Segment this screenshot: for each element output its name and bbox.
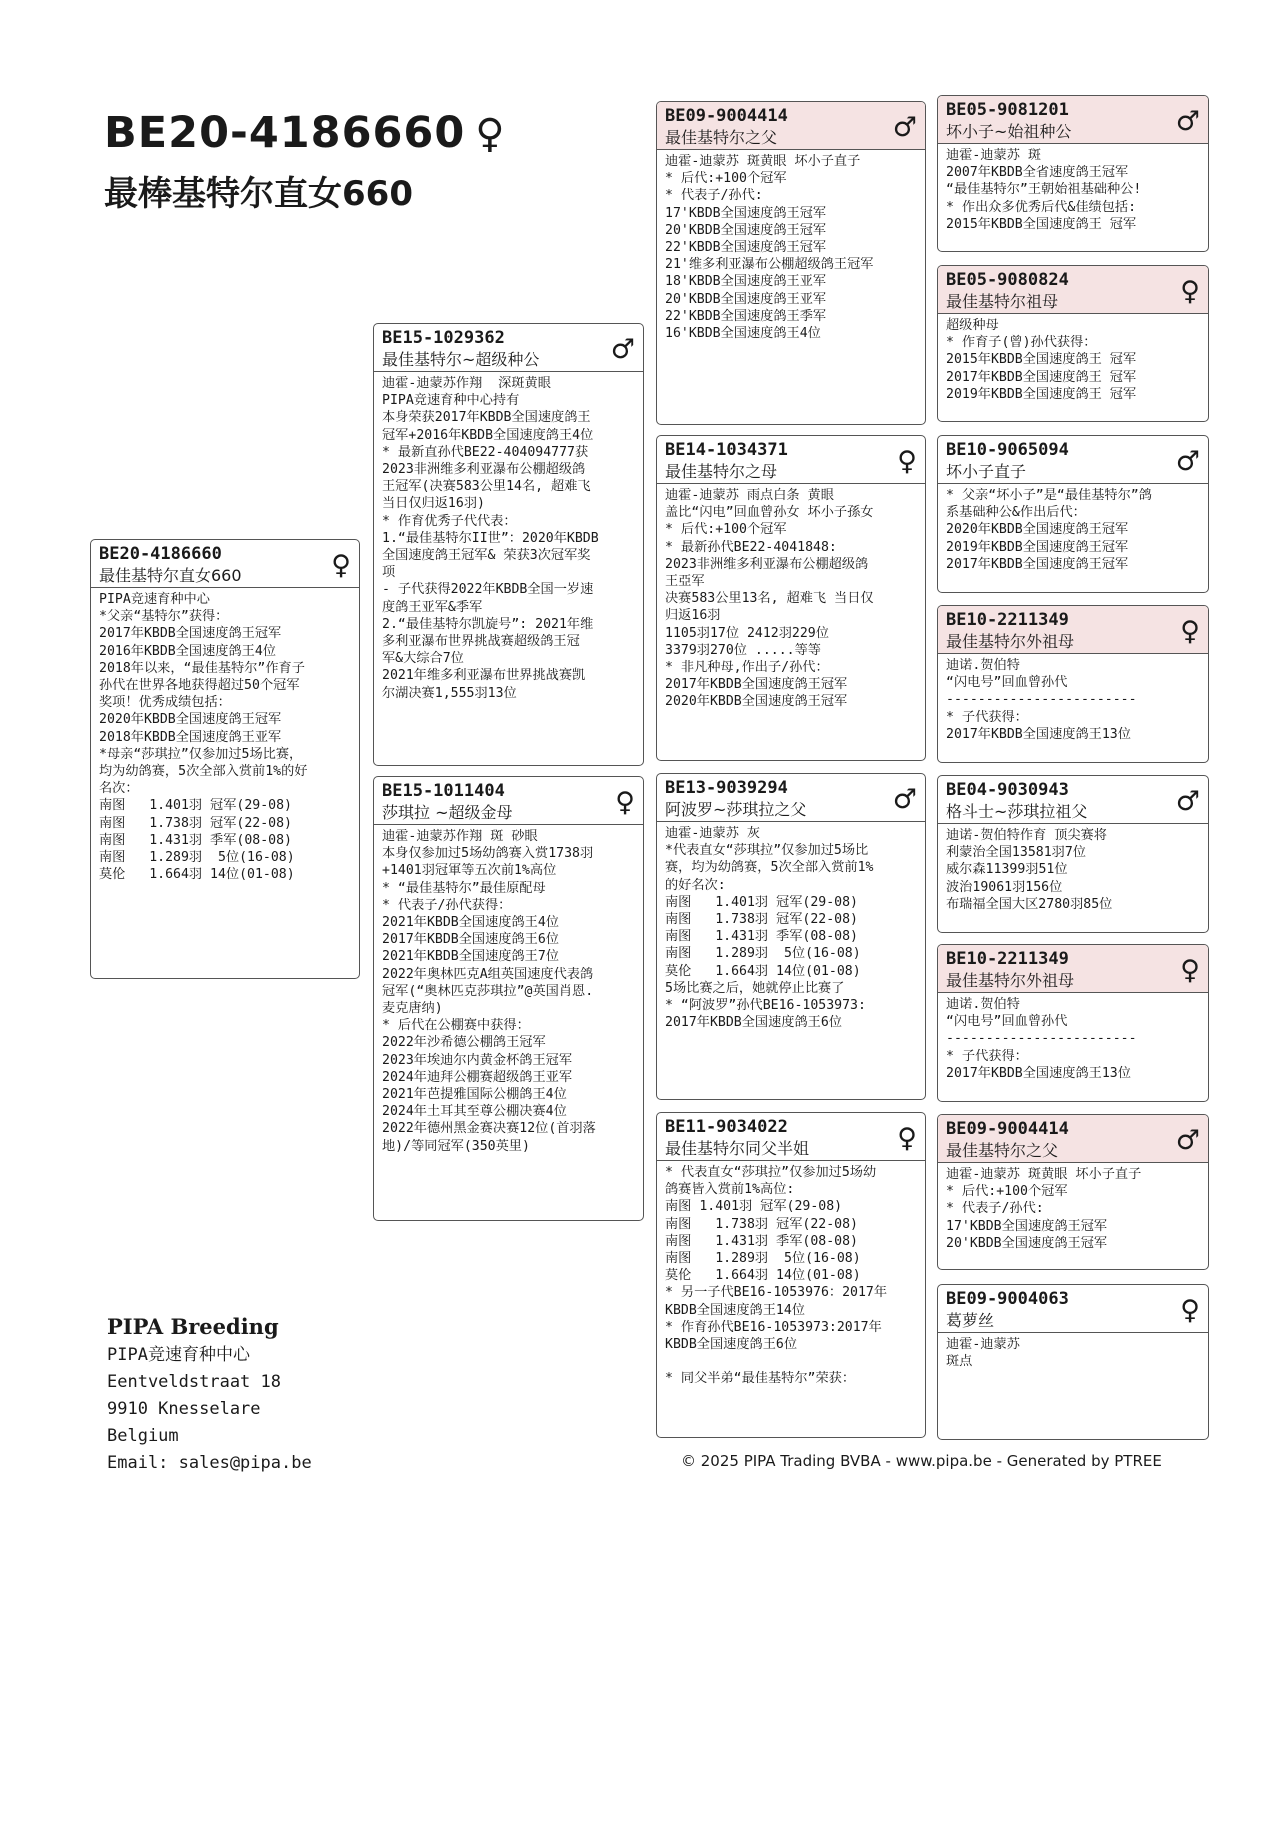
card-note-line: 2017年KBDB全国速度鸽王 冠军 [946,369,1137,385]
card-note-line: 均为幼鸽赛，5次全部入赏前1%的好 [99,764,308,780]
card-header [938,436,1208,484]
card-note-line: 迪诺-贺伯特作育 顶尖赛将 [946,828,1107,843]
card-note-line: KBDB全国速度鸽王6位 [665,1337,798,1353]
card-note-line: 军&大综合7位 [382,651,464,667]
male-icon: ♂ [610,334,635,365]
card-note-line: 2017年KBDB全国速度鸽王6位 [382,932,559,948]
card-note-line: *母亲“莎琪拉”仅参加过5场比赛， [99,746,303,762]
card-note-line: 本身仅参加过5场幼鸽赛入赏1738羽 [382,846,594,862]
card-notes [374,825,643,1158]
card-note-line: 2017年KBDB全国速度鸽王冠军 [99,626,282,642]
card-note-line: 孙代在世界各地获得超过50个冠军 [99,678,300,694]
card-note-line: 南图 1.738羽 冠军(22-08) [665,1216,858,1232]
male-icon: ♂ [892,112,917,143]
card-bird-name: 最佳基特尔直女660 [99,566,242,585]
card-note-line: 3379羽270位 .....等等 [665,642,821,658]
breeder-contact-line: Email: sales@pipa.be [107,1453,312,1473]
card-note-line: * 最新直孙代BE22-404094777获 [382,444,589,460]
card-sdd [937,605,1209,763]
card-dsd [937,944,1209,1102]
card-note-line: * 后代:+100个冠军 [665,171,787,187]
card-note-line: 2020年KBDB全国速度鸽王冠军 [665,694,848,710]
card-note-line: * “阿波罗”孙代BE16-1053973: [665,998,866,1014]
card-note-line: 超级种母 [946,318,999,333]
card-note-line: 2024年迪拜公棚赛超级鸽王亚军 [382,1069,573,1085]
card-notes [91,588,359,886]
breeder-contact-line: Belgium [107,1426,179,1446]
card-note-line: * 另一子代BE16-1053976：2017年 [665,1285,888,1301]
card-note-line: 迪霍-迪蒙苏 [946,1337,1020,1352]
card-note-line: * 同父半弟“最佳基特尔”荣获： [665,1371,856,1387]
card-note-line: 度鸽王亚军&季军 [382,599,483,615]
card-note-line: 南图 1.431羽 季军(08-08) [665,1233,858,1249]
card-bird-name: 最佳基特尔外祖母 [946,632,1075,651]
card-note-line: 2022年奥林匹克A组英国速度代表鸽 [382,966,594,982]
card-note-line: 1.“最佳基特尔II世”：2020年KBDB [382,530,599,546]
card-note-line: 2015年KBDB全国速度鸽王 冠军 [946,352,1137,368]
card-ring-number: BE13-9039294 [665,778,788,798]
card-note-line: * 后代:+100个冠军 [665,522,787,538]
card-note-line: * 子代获得： [946,1048,1028,1064]
card-note-line: 奖项！优秀成绩包括： [99,695,231,711]
card-note-line: 16'KBDB全国速度鸽王4位 [665,326,821,342]
card-note-line: 2021年维多利亚瀑布世界挑战赛凯 [382,668,586,684]
card-note-line: 2017年KBDB全国速度鸽王13位 [946,1065,1131,1081]
card-note-line: 威尔森11399羽51位 [946,862,1068,878]
card-ring-number: BE05-9081201 [946,100,1069,120]
card-note-line: 2.“最佳基特尔凯旋号”: 2021年维 [382,616,594,632]
male-icon: ♂ [1175,446,1200,477]
card-note-line: 2021年KBDB全国速度鸽王7位 [382,949,559,965]
card-header [938,96,1208,144]
card-note-line: * 父亲“坏小子”是“最佳基特尔”鸽 [946,488,1152,503]
card-notes [938,654,1208,746]
card-bird-name: 阿波罗~莎琪拉之父 [665,800,807,819]
card-note-line: 迪霍-迪蒙苏 灰 [665,826,761,841]
card-header [938,1285,1208,1333]
card-header [938,776,1208,824]
card-bird-name: 坏小子直子 [946,462,1027,481]
card-note-line: 地)/等同冠军(350英里) [382,1138,530,1154]
card-notes [938,1333,1208,1373]
card-note-line: 20'KBDB全国速度鸽王亚军 [665,291,827,307]
card-note-line: 2019年KBDB全国速度鸽王冠军 [946,539,1129,555]
card-dds [937,1114,1209,1270]
card-note-line: * 代表子/孙代获得： [382,897,512,913]
card-note-line: 2019年KBDB全国速度鸽王 冠军 [946,386,1137,402]
card-note-line: 南图 1.431羽 季军(08-08) [99,832,292,848]
card-note-line: *代表直女“莎琪拉”仅参加过5场比 [665,843,869,859]
card-note-line: 莫伦 1.664羽 14位(01-08) [665,963,861,979]
card-bird-name: 最佳基特尔之父 [665,128,778,147]
female-icon: ♀ [615,787,635,818]
card-note-line: 2018年KBDB全国速度鸽王亚军 [99,729,282,745]
female-icon: ♀ [1180,616,1200,647]
card-notes [657,1161,925,1391]
card-note-line: 20'KBDB全国速度鸽王冠军 [665,222,827,238]
card-note-line: 2021年KBDB全国速度鸽王4位 [382,915,559,931]
card-note-line: 2017年KBDB全国速度鸽王冠军 [946,556,1129,572]
card-ring-number: BE10-2211349 [946,610,1069,630]
card-header [938,606,1208,654]
female-icon: ♀ [897,446,917,477]
card-note-line: 莫伦 1.664羽 14位(01-08) [99,867,295,883]
card-header [91,540,359,588]
card-sire [373,323,644,766]
card-ring-number: BE15-1029362 [382,328,505,348]
card-note-line: 王亞军 [665,574,705,590]
card-note-line: 18'KBDB全国速度鸽王亚军 [665,274,827,290]
card-note-line: * 后代:+100个冠军 [946,1184,1068,1200]
breeder-contact-line: PIPA竞速育种中心 [107,1345,250,1365]
card-header [657,102,925,150]
card-note-line: 布瑞福全国大区2780羽85位 [946,896,1113,912]
card-note-line: 盖比“闪电”回血曾孙女 坏小子孫女 [665,505,874,521]
card-note-line: 的好名次: [665,877,726,893]
card-note-line: * 作育优秀子代代表： [382,513,517,529]
card-header [657,436,925,484]
card-dam-dam [656,1112,926,1438]
female-icon: ♀ [897,1123,917,1154]
female-icon: ♀ [1180,955,1200,986]
card-note-line: 2017年KBDB全国速度鸽王冠军 [665,677,848,693]
card-bird-name: 最佳基特尔祖母 [946,292,1059,311]
card-bird-name: 最佳基特尔之母 [665,462,778,481]
card-note-line: 迪霍-迪蒙苏 斑黄眼 坏小子直子 [946,1167,1142,1182]
card-note-line: 2022年德州黑金赛决赛12位(首羽落 [382,1121,596,1137]
card-note-line: * 代表直女“莎琪拉”仅参加过5场幼 [665,1165,877,1180]
card-note-line: 迪霍-迪蒙苏作翔 斑 砂眼 [382,829,538,844]
card-bird-name: 最佳基特尔之父 [946,1141,1059,1160]
card-note-line: 22'KBDB全国速度鸽王冠军 [665,240,827,256]
card-ring-number: BE20-4186660 [99,544,222,564]
card-note-line: 决赛583公里13名, 超难飞 当日仅 [665,591,874,607]
card-note-line: * 代表子/孙代: [665,188,763,204]
card-note-line: +1401羽冠軍等五次前1%高位 [382,863,557,879]
card-note-line: 2015年KBDB全国速度鸽王 冠军 [946,216,1137,232]
card-note-line: 2023非洲维多利亚瀑布公棚超级鸽 [382,462,586,478]
card-note-line: 南图 1.431羽 季军(08-08) [665,929,858,945]
breeder-brand: PIPA Breeding [107,1314,279,1339]
male-icon: ♂ [1175,106,1200,137]
card-notes [657,150,925,345]
card-note-line: 项 [382,565,396,581]
card-note-line: 2023年埃迪尔内黄金杯鸽王冠军 [382,1052,573,1068]
card-header [374,324,643,372]
card-note-line: 赛，均为幼鸽赛，5次全部入赏前1% [665,860,874,876]
card-note-line: 1105羽17位 2412羽229位 [665,625,829,641]
card-note-line: 本身荣获2017年KBDB全国速度鸽王 [382,410,591,426]
breeder-contact-line: 9910 Knesselare [107,1399,261,1419]
card-ring-number: BE14-1034371 [665,440,788,460]
card-header [938,1115,1208,1163]
card-note-line [665,1353,917,1370]
card-note-line: 波治19061羽156位 [946,879,1063,895]
female-icon: ♀ [475,111,505,157]
card-bird-name: 最佳基特尔~超级种公 [382,350,540,369]
female-icon: ♀ [331,550,351,581]
card-note-line: 2021年芭提雅国际公棚鸽王4位 [382,1087,567,1103]
pedigree-ring-number: BE20-4186660 ♀ [104,108,505,158]
card-note-line: 尔湖决赛1,555羽13位 [382,685,517,701]
female-icon: ♀ [1180,276,1200,307]
card-bird-name: 莎琪拉 ~超级金母 [382,803,513,822]
card-note-line: 17'KBDB全国速度鸽王冠军 [665,205,827,221]
card-sds [937,435,1209,593]
card-dss [937,775,1209,933]
card-ring-number: BE11-9034022 [665,1117,788,1137]
card-note-line: 2016年KBDB全国速度鸽王4位 [99,643,276,659]
card-note-line: 2023非洲维多利亚瀑布公棚超级鸽 [665,556,869,572]
card-note-line: 2022年沙希德公棚鸽王冠军 [382,1035,546,1051]
card-note-line: 21'维多利亚瀑布公棚超级鸽王冠军 [665,257,874,273]
card-note-line: *父亲“基特尔”获得： [99,609,229,625]
card-note-line: * 最新孙代BE22-4041848: [665,539,837,555]
card-note-line: 南图 1.401羽 冠军(29-08) [665,894,858,910]
breeder-contact [107,1312,312,1477]
card-note-line: 归返16羽 [665,608,721,624]
card-note-line: 2017年KBDB全国速度鸽王6位 [665,1015,842,1031]
card-subject [90,539,360,979]
card-ring-number: BE09-9004063 [946,1289,1069,1309]
card-note-line: “闪电号”回血曾孙代 [946,675,1068,691]
card-note-line: 冠军+2016年KBDB全国速度鸽王4位 [382,427,594,443]
card-header [657,774,925,822]
card-ring-number: BE09-9004414 [665,106,788,126]
card-note-line: - 子代获得2022年KBDB全国一岁速 [382,582,594,598]
breeder-contact-line: Eentveldstraat 18 [107,1372,281,1392]
card-note-line: 南图 1.289羽 5位(16-08) [665,946,861,962]
pedigree-bird-name: 最棒基特尔直女660 [104,174,413,214]
card-ddd [937,1284,1209,1440]
card-note-line: KBDB全国速度鸽王14位 [665,1302,805,1318]
card-note-line: * 作育子(曾)孙代获得： [946,335,1097,351]
card-note-line: 利蒙治全国13581羽7位 [946,845,1086,861]
card-note-line: 2017年KBDB全国速度鸽王13位 [946,726,1131,742]
card-header [938,266,1208,314]
card-note-line: 多利亚瀑布世界挑战赛超级鸽王冠 [382,634,580,650]
card-note-line: 南图 1.289羽 5位(16-08) [665,1251,861,1267]
card-notes [938,144,1208,236]
card-bird-name: 坏小子~始祖种公 [946,122,1072,141]
card-note-line: 莫伦 1.664羽 14位(01-08) [665,1268,861,1284]
card-bird-name: 最佳基特尔同父半姐 [665,1139,810,1158]
card-bird-name: 格斗士~莎琪拉祖父 [946,802,1088,821]
card-dam [373,776,644,1221]
card-ring-number: BE09-9004414 [946,1119,1069,1139]
card-note-line: “最佳基特尔”王朝始祖基础种公! [946,182,1142,198]
card-note-line: 20'KBDB全国速度鸽王冠军 [946,1235,1108,1251]
card-note-line: 2024年土耳其至尊公棚决赛4位 [382,1104,567,1120]
card-note-line: 斑点 [946,1354,973,1370]
card-note-line: “闪电号”回血曾孙代 [946,1014,1068,1030]
card-note-line: 南图 1.738羽 冠军(22-08) [99,815,292,831]
card-note-line: 迪霍-迪蒙苏 斑 [946,148,1042,163]
card-note-line: 5场比赛之后，她就停止比赛了 [665,980,845,996]
card-header [374,777,643,825]
card-note-line: 22'KBDB全国速度鸽王季军 [665,308,827,324]
card-notes [938,824,1208,916]
card-note-line: 迪诺.贺伯特 [946,997,1020,1012]
card-note-line: 17'KBDB全国速度鸽王冠军 [946,1218,1108,1234]
card-dam-sire [656,773,926,1100]
card-note-line: 迪霍-迪蒙苏作翔 深斑黄眼 [382,376,551,391]
card-note-line: 当日仅归返16羽) [382,496,485,512]
card-note-line: * 非凡种母,作出子/孙代： [665,660,829,676]
card-note-line: 全国速度鸽王冠军& 荣获3次冠军奖 [382,548,591,564]
card-note-line: * 后代在公棚赛中获得： [382,1018,530,1034]
card-ring-number: BE10-9065094 [946,440,1069,460]
card-note-line: 2018年以来，“最佳基特尔”作育子 [99,660,305,676]
card-note-line: * 作育孙代BE16-1053973:2017年 [665,1319,882,1335]
card-notes [938,993,1208,1085]
card-note-line: 迪霍-迪蒙苏 斑黄眼 坏小子直子 [665,154,861,169]
card-notes [938,1163,1208,1255]
card-note-line: 南图 1.738羽 冠军(22-08) [665,912,858,928]
card-note-line: ------------------------ [946,1031,1137,1047]
card-sire-dam [656,435,926,761]
card-sss [937,95,1209,252]
card-note-line: 2020年KBDB全国速度鸽王冠军 [99,712,282,728]
card-note-line: * 作出众多优秀后代&佳绩包括: [946,199,1137,215]
male-icon: ♂ [892,784,917,815]
card-note-line: * 子代获得： [946,709,1028,725]
card-notes [657,822,925,1034]
card-note-line: 鸽赛皆入赏前1%高位: [665,1182,795,1198]
card-note-line: * “最佳基特尔”最佳原配母 [382,880,546,896]
card-bird-name: 葛萝丝 [946,1311,995,1330]
card-notes [374,372,643,705]
male-icon: ♂ [1175,1125,1200,1156]
card-note-line: 王冠军(决赛583公里14名, 超难飞 [382,479,591,495]
card-note-line: PIPA竞速育种中心持有 [382,393,520,409]
card-note-line: 2020年KBDB全国速度鸽王冠军 [946,522,1129,538]
card-ring-number: BE05-9080824 [946,270,1069,290]
card-note-line: 冠军(“奥林匹克莎琪拉”@英国肖恩. [382,983,594,999]
card-ring-number: BE15-1011404 [382,781,505,801]
female-icon: ♀ [1180,1295,1200,1326]
card-note-line: 麦克唐纳) [382,1001,443,1017]
card-note-line: 迪诺.贺伯特 [946,658,1020,673]
card-sire-sire [656,101,926,425]
card-note-line: ------------------------ [946,692,1137,708]
male-icon: ♂ [1175,786,1200,817]
card-bird-name: 最佳基特尔外祖母 [946,971,1075,990]
card-note-line: 南图 1.289羽 5位(16-08) [99,850,295,866]
card-note-line: 名次： [99,781,139,797]
card-notes [938,484,1208,576]
card-note-line: * 代表子/孙代: [946,1201,1044,1217]
copyright-notice: © 2025 PIPA Trading BVBA - www.pipa.be - Generated by PTREE [681,1452,1162,1470]
card-note-line: 南图 1.401羽 冠军(29-08) [99,798,292,814]
card-note-line: PIPA竞速育种中心 [99,592,210,607]
card-ring-number: BE10-2211349 [946,949,1069,969]
card-notes [657,484,925,714]
card-notes [938,314,1208,406]
card-note-line: 迪霍-迪蒙苏 雨点白条 黄眼 [665,488,834,503]
card-ring-number: BE04-9030943 [946,780,1069,800]
card-note-line: 2007年KBDB全省速度鸽王冠军 [946,165,1129,181]
card-note-line: 南图 1.401羽 冠军(29-08) [665,1199,843,1215]
card-ssd [937,265,1209,422]
card-note-line: 系基础种公&作出后代： [946,505,1086,521]
card-header [938,945,1208,993]
card-header [657,1113,925,1161]
